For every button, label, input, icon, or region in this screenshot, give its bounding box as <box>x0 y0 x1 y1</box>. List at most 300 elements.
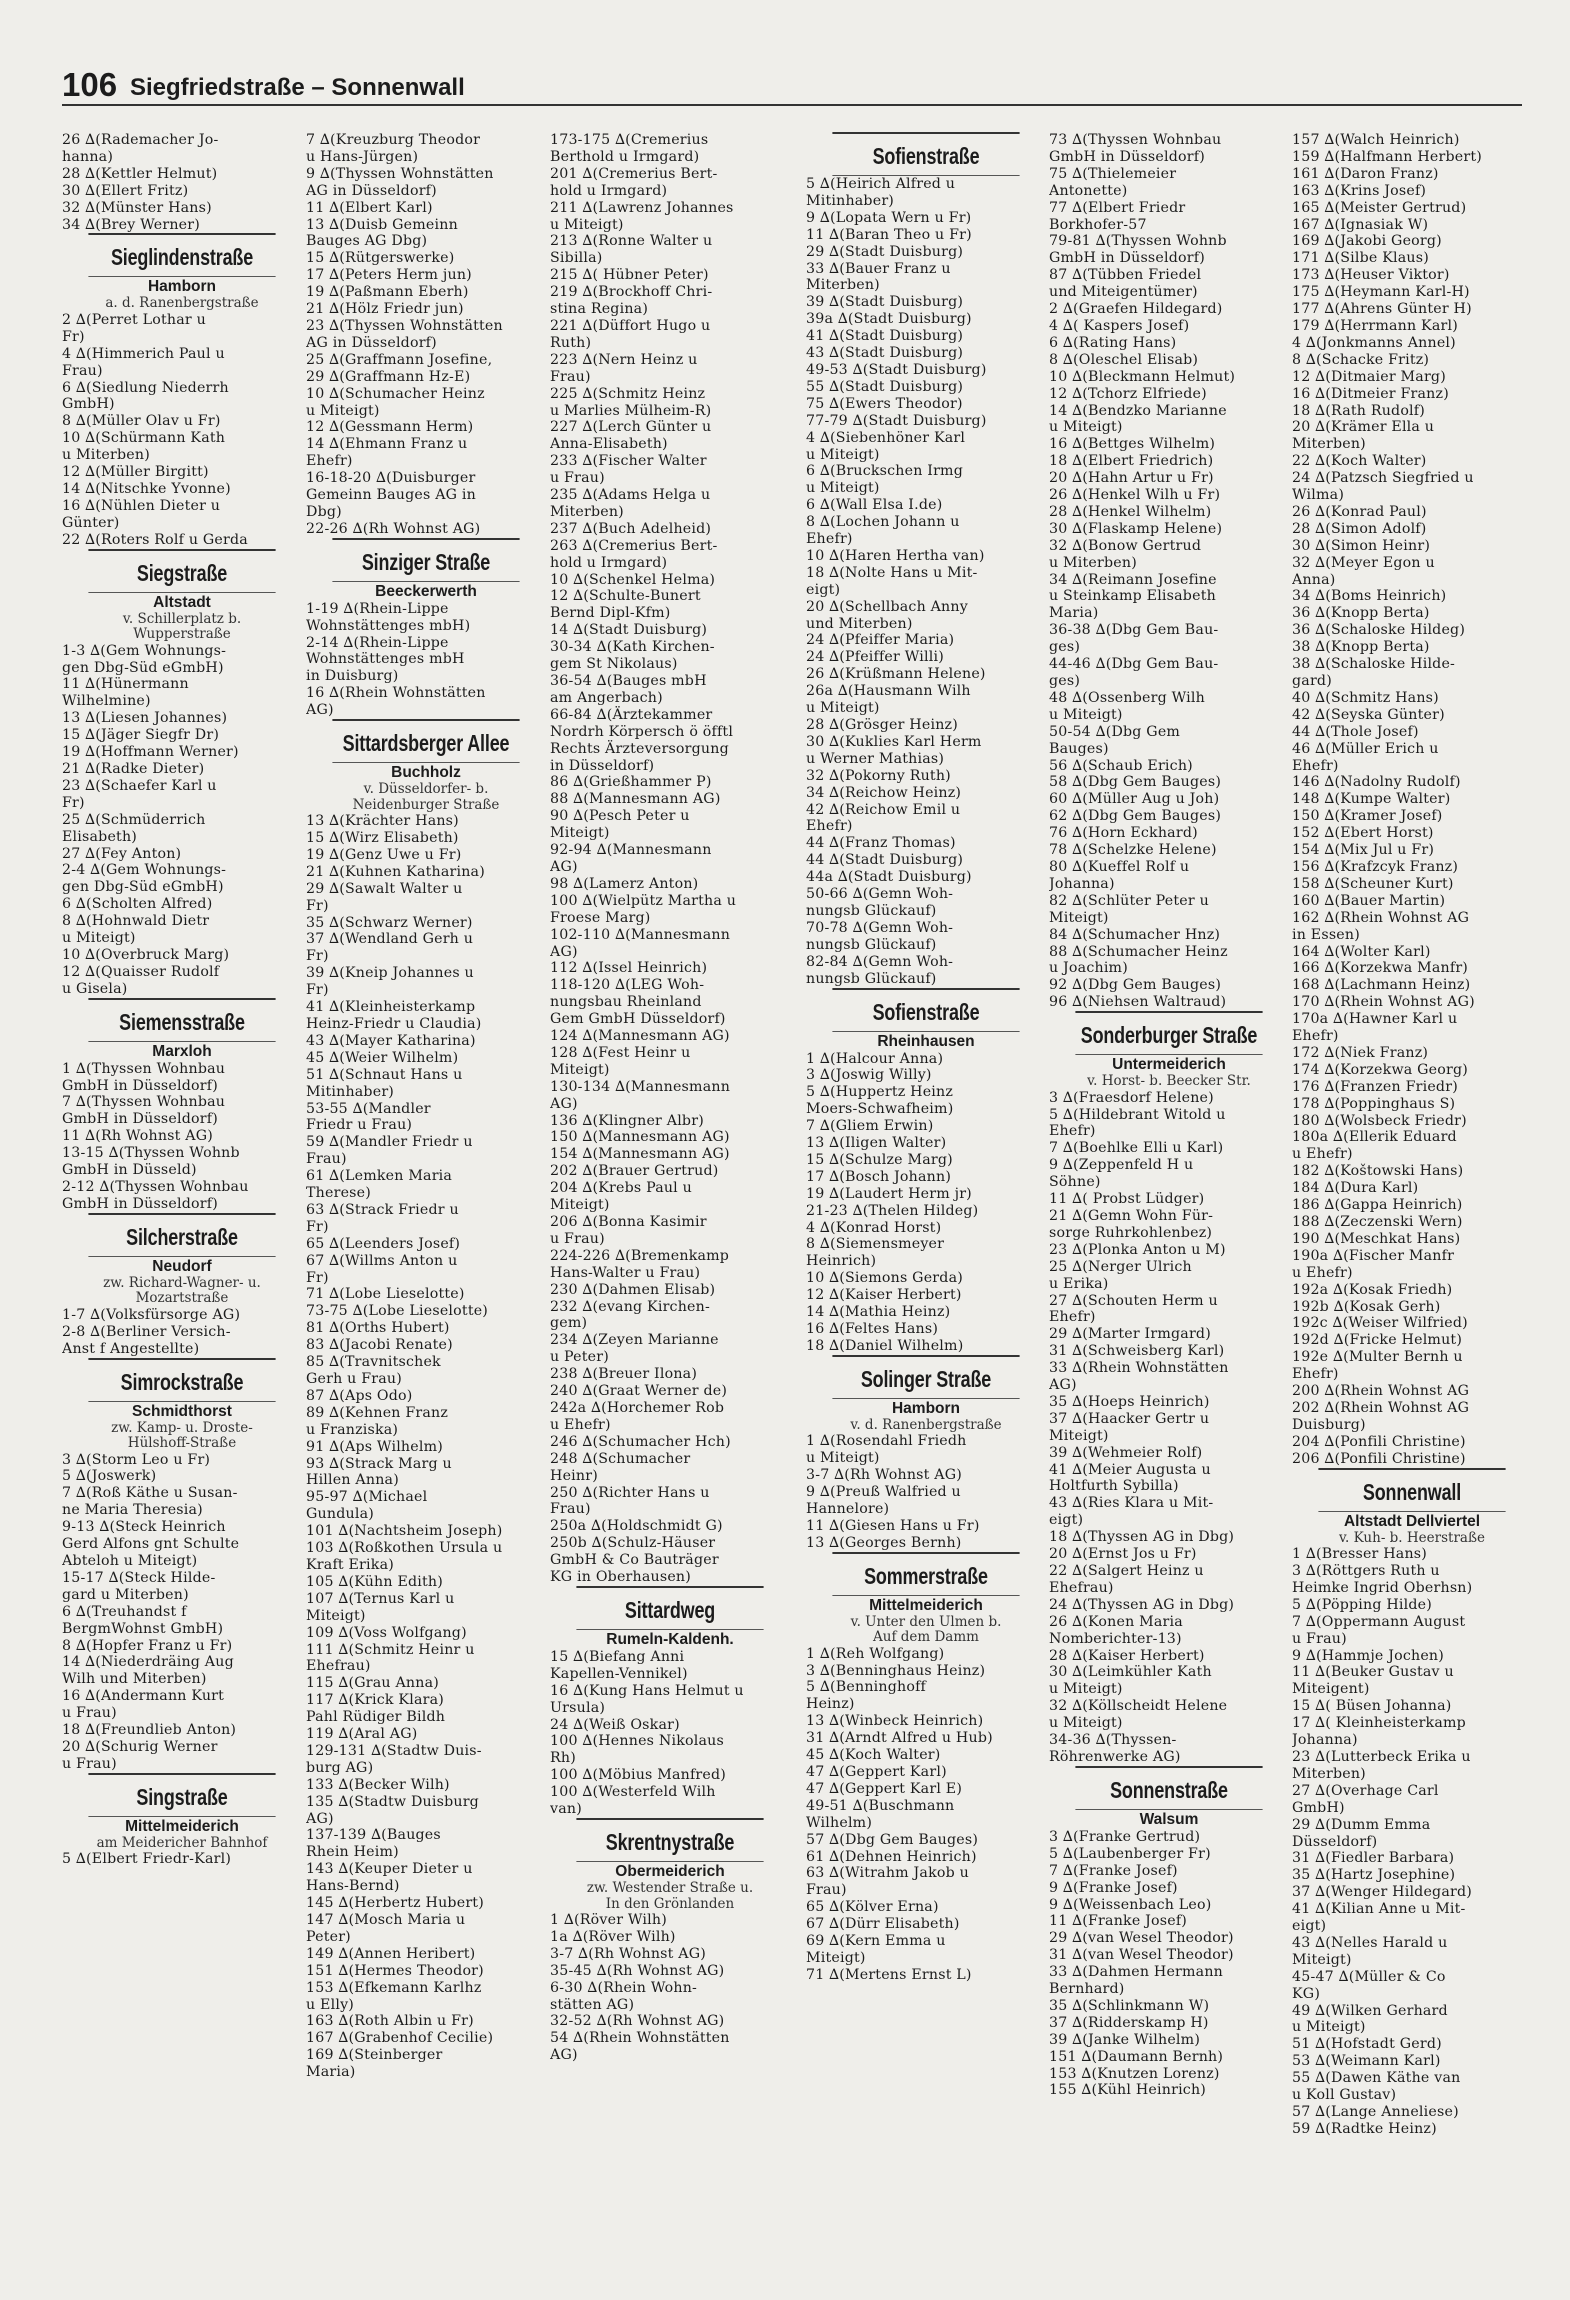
directory-entry: 22-26 ∆(Rh Wohnst AG) <box>306 520 481 537</box>
district-name: Buchholz <box>391 764 461 782</box>
directory-entry: 180 ∆(Wolsbeck Friedr) <box>1292 1112 1467 1129</box>
directory-entry: 17 ∆( Kleinheisterkamp <box>1292 1715 1466 1732</box>
directory-entry: Düsseldorf) <box>1292 1833 1378 1850</box>
directory-entry: u Ehefr) <box>1292 1146 1353 1163</box>
directory-entry: 4 ∆(Jonkmanns Annel) <box>1292 334 1456 351</box>
directory-entry: 82 ∆(Schlüter Peter u <box>1049 892 1209 909</box>
directory-entry: 192e ∆(Multer Bernh u <box>1292 1349 1463 1366</box>
directory-entry: 4 ∆(Himmerich Paul u <box>62 345 225 362</box>
directory-entry: 206 ∆(Bonna Kasimir <box>550 1214 707 1230</box>
directory-entry: 20 ∆(Hahn Artur u Fr) <box>1049 470 1214 487</box>
directory-entry: 204 ∆(Ponfili Christine) <box>1292 1433 1466 1450</box>
directory-entry: 1 ∆(Rosendahl Friedh <box>806 1433 967 1450</box>
directory-entry: Miterben) <box>1292 1765 1366 1782</box>
directory-entry: 39 ∆(Stadt Duisburg) <box>806 294 964 311</box>
directory-entry: 31 ∆(Fiedler Barbara) <box>1292 1850 1455 1867</box>
directory-entry: 177 ∆(Ahrens Günter H) <box>1292 301 1472 318</box>
directory-entry: 167 ∆(Grabenhof Cecilie) <box>306 2030 494 2047</box>
directory-entry: 29 ∆(Sawalt Walter u <box>306 880 463 897</box>
directory-entry: 9 ∆(Thyssen Wohnstätten <box>306 165 494 182</box>
directory-entry: 7 ∆(Boehlke Elli u Karl) <box>1049 1140 1224 1157</box>
directory-entry: 182 ∆(Koštowski Hans) <box>1292 1163 1464 1180</box>
directory-entry: 221 ∆(Düffort Hugo u <box>550 317 711 334</box>
directory-entry: 55 ∆(Stadt Duisburg) <box>806 378 964 395</box>
directory-entry: 89 ∆(Kehnen Franz <box>306 1404 449 1421</box>
directory-entry: 1 ∆(Bresser Hans) <box>1292 1546 1428 1563</box>
directory-entry: 41 ∆(Stadt Duisburg) <box>806 328 964 345</box>
directory-entry: Maria) <box>1049 605 1099 622</box>
directory-entry: 71 ∆(Mertens Ernst L) <box>806 1966 972 1983</box>
directory-entry: AG) <box>550 858 578 875</box>
directory-entry: burg AG) <box>306 1759 374 1776</box>
directory-entry: 43 ∆(Nelles Harald u <box>1292 1934 1448 1951</box>
directory-entry: 42 ∆(Reichow Emil u <box>806 801 961 818</box>
directory-entry: 30 ∆(Simon Heinr) <box>1292 537 1431 554</box>
directory-entry: 160 ∆(Bauer Martin) <box>1292 892 1446 909</box>
directory-entry: 76 ∆(Horn Eckhard) <box>1049 825 1198 842</box>
directory-entry: 143 ∆(Keuper Dieter u <box>306 1861 473 1878</box>
directory-entry: 112 ∆(Issel Heinrich) <box>550 960 708 977</box>
directory-entry: 192b ∆(Kosak Gerh) <box>1292 1298 1441 1315</box>
directory-entry: 18 ∆(Nolte Hans u Mit- <box>806 564 978 581</box>
directory-entry: 3 ∆(Benninghaus Heinz) <box>806 1662 986 1679</box>
directory-entry: 70-78 ∆(Gemn Woh- <box>806 919 954 936</box>
district-name: Altstadt Dellviertel <box>1343 1512 1481 1530</box>
directory-entry: 15 ∆(Rütgerswerke) <box>306 250 455 267</box>
directory-entry: u Marlies Mülheim-R) <box>550 402 712 419</box>
directory-entry: 225 ∆(Schmitz Heinz <box>550 385 706 402</box>
directory-entry: 151 ∆(Daumann Bernh) <box>1049 2048 1224 2065</box>
directory-entry: 48 ∆(Ossenberg Wilh <box>1049 689 1205 706</box>
directory-entry: 87 ∆(Tübben Friedel <box>1049 267 1202 284</box>
directory-entry: 45 ∆(Koch Walter) <box>806 1747 941 1764</box>
street-header: Singstraße <box>88 1773 275 1817</box>
directory-entry: 166 ∆(Korzekwa Manfr) <box>1292 960 1469 977</box>
street-header: Sonderburger Straße <box>1075 1011 1262 1055</box>
directory-entry: 157 ∆(Walch Heinrich) <box>1292 132 1460 148</box>
directory-entry: 32 ∆(Bonow Gertrud <box>1049 537 1202 554</box>
directory-entry: 19 ∆(Genz Uwe u Fr) <box>306 846 462 863</box>
directory-entry: u Miteigt) <box>306 402 380 419</box>
directory-entry: 105 ∆(Kühn Edith) <box>306 1573 443 1590</box>
directory-entry: 73-75 ∆(Lobe Lieselotte) <box>306 1303 489 1320</box>
directory-entry: 6 ∆(Siedlung Niederrh <box>62 379 229 396</box>
directory-entry: 49-53 ∆(Stadt Duisburg) <box>806 361 987 378</box>
directory-entry: 154 ∆(Mannesmann AG) <box>550 1146 730 1163</box>
directory-entry: Peter) <box>306 1928 351 1945</box>
directory-entry: 10 ∆(Haren Hertha van) <box>806 547 985 564</box>
directory-entry: 15-17 ∆(Steck Hilde- <box>62 1569 216 1586</box>
directory-entry: 8 ∆(Hopfer Franz u Fr) <box>62 1637 233 1654</box>
directory-entry: 20 ∆(Schellbach Anny <box>806 598 968 615</box>
directory-entry: GmbH in Düsseld) <box>62 1162 197 1179</box>
directory-entry: 192c ∆(Weiser Wilfried) <box>1292 1315 1468 1332</box>
directory-entry: 2-8 ∆(Berliner Versich- <box>62 1323 231 1340</box>
directory-entry: 163 ∆(Roth Albin u Fr) <box>306 2013 474 2030</box>
directory-entry: 7 ∆(Thyssen Wohnbau <box>62 1094 226 1111</box>
street-range-note: v. Kuh- b. Heerstraße <box>1339 1529 1485 1546</box>
directory-entry: 109 ∆(Voss Wolfgang) <box>306 1624 467 1641</box>
directory-entry: Mitinhaber) <box>306 1083 395 1100</box>
directory-entry: 66-84 ∆(Ärztekammer <box>550 706 713 723</box>
directory-entry: 10 ∆(Overbruck Marg) <box>62 946 230 963</box>
directory-entry: 81 ∆(Orths Hubert) <box>306 1320 450 1337</box>
directory-entry: 18 ∆(Thyssen AG in Dbg) <box>1049 1529 1235 1546</box>
directory-entry: 65 ∆(Leenders Josef) <box>306 1235 461 1252</box>
directory-entry: u Hans-Jürgen) <box>306 148 419 165</box>
directory-entry: Kapellen-Vennikel) <box>550 1665 688 1682</box>
directory-entry: Elisabeth) <box>62 828 138 845</box>
directory-entry: 30-34 ∆(Kath Kirchen- <box>550 639 715 656</box>
directory-entry: Hannelore) <box>806 1500 890 1517</box>
directory-entry: Abteloh u Miteigt) <box>62 1552 198 1569</box>
directory-entry: 13-15 ∆(Thyssen Wohnb <box>62 1145 240 1162</box>
directory-entry: GmbH in Düsseldorf) <box>62 1195 218 1212</box>
directory-entry: 3 ∆(Fraesdorf Helene) <box>1049 1089 1214 1106</box>
directory-entry: 165 ∆(Meister Gertrud) <box>1292 199 1467 216</box>
directory-entry: Hans-Walter u Frau) <box>550 1264 701 1281</box>
directory-entry: 63 ∆(Witrahm Jakob u <box>806 1865 969 1882</box>
directory-entry: Borkhofer-57 <box>1049 216 1147 233</box>
directory-entry: 3-7 ∆(Rh Wohnst AG) <box>550 1945 706 1962</box>
directory-entry: 156 ∆(Krafzcyk Franz) <box>1292 858 1459 875</box>
directory-entry: 39 ∆(Janke Wilhelm) <box>1049 2031 1201 2048</box>
directory-entry: 192d ∆(Fricke Helmut) <box>1292 1332 1463 1349</box>
directory-entry: 170a ∆(Hawner Karl u <box>1292 1011 1458 1028</box>
directory-entry: 12 ∆(Schulte-Bunert <box>550 588 701 605</box>
directory-entry: stina Regina) <box>550 301 649 318</box>
directory-entry: 179 ∆(Herrmann Karl) <box>1292 317 1458 334</box>
directory-entry: 158 ∆(Scheuner Kurt) <box>1292 875 1454 892</box>
directory-entry: 30 ∆(Leimkühler Kath <box>1049 1664 1212 1681</box>
directory-entry: BergmWohnst GmbH) <box>62 1620 224 1637</box>
directory-entry: 88 ∆(Mannesmann AG) <box>550 791 721 808</box>
directory-entry: 223 ∆(Nern Heinz u <box>550 351 698 368</box>
directory-entry: 32 ∆(Köllscheidt Helene <box>1049 1698 1228 1715</box>
directory-entry: 39a ∆(Stadt Duisburg) <box>806 311 972 328</box>
directory-entry: 61 ∆(Lemken Maria <box>306 1168 453 1185</box>
directory-entry: Miteigt) <box>550 1061 610 1078</box>
directory-entry: 36-38 ∆(Dbg Gem Bau- <box>1049 622 1219 639</box>
directory-entry: AG) <box>306 702 334 719</box>
directory-entry: Heimke Ingrid Oberhsn) <box>1292 1579 1473 1596</box>
directory-entry: 26 ∆(Konen Maria <box>1049 1613 1183 1630</box>
directory-entry: 37 ∆(Ridderskamp H) <box>1049 2014 1209 2031</box>
directory-entry: Miteigt) <box>550 1197 610 1214</box>
directory-entry: Frau) <box>806 1882 847 1899</box>
directory-entry: u Miteigt) <box>1049 1715 1123 1732</box>
directory-entry: 227 ∆(Lerch Günter u <box>550 419 712 436</box>
directory-entry: GmbH in Düsseldorf) <box>62 1111 218 1128</box>
street-range-note: Auf dem Damm <box>873 1629 979 1646</box>
directory-entry: Ursula) <box>550 1699 606 1716</box>
directory-entry: Miteigt) <box>1049 909 1109 926</box>
directory-entry: 90 ∆(Pesch Peter u <box>550 808 690 825</box>
directory-entry: 13 ∆(Georges Bernh) <box>806 1534 962 1551</box>
directory-entry: 17 ∆(Peters Herm jun) <box>306 267 472 284</box>
directory-entry: 12 ∆(Kaiser Herbert) <box>806 1287 962 1304</box>
directory-entry: 8 ∆(Lochen Johann u <box>806 514 960 531</box>
directory-entry: in Düsseldorf) <box>550 757 655 774</box>
directory-entry: 96 ∆(Niehsen Waltraud) <box>1049 994 1227 1011</box>
directory-entry: Bernhard) <box>1049 1981 1125 1998</box>
directory-entry: 235 ∆(Adams Helga u <box>550 487 711 504</box>
directory-entry: 19 ∆(Paßmann Eberh) <box>306 284 469 301</box>
directory-entry: u Joachim) <box>1049 960 1128 977</box>
directory-entry: 29 ∆(Graffmann Hz-E) <box>306 368 471 385</box>
directory-entry: 51 ∆(Hofstadt Gerd) <box>1292 2036 1442 2053</box>
directory-entry: 67 ∆(Dürr Elisabeth) <box>806 1916 960 1933</box>
directory-entry: u Miteigt) <box>1049 1681 1123 1698</box>
directory-entry: gen Dbg-Süd eGmbH) <box>62 659 224 676</box>
directory-entry: 8 ∆(Siemensmeyer <box>806 1236 945 1253</box>
directory-entry: 13 ∆(Iligen Walter) <box>806 1135 947 1152</box>
directory-entry: u Frau) <box>1292 1630 1347 1647</box>
directory-entry: 33 ∆(Bauer Franz u <box>806 260 951 277</box>
directory-entry: Günter) <box>62 514 120 531</box>
directory-entry: 26 ∆(Henkel Wilh u Fr) <box>1049 487 1221 504</box>
directory-entry: gard u Miterben) <box>62 1586 189 1603</box>
directory-entry: 9-13 ∆(Steck Heinrich <box>62 1519 226 1536</box>
directory-entry: 11 ∆(Giesen Hans u Fr) <box>806 1517 980 1534</box>
directory-entry: u Werner Mathias) <box>806 750 945 767</box>
directory-entry: Ehefr) <box>1292 757 1339 774</box>
directory-entry: 92 ∆(Dbg Gem Bauges) <box>1049 977 1222 994</box>
directory-entry: u Peter) <box>550 1349 609 1366</box>
directory-entry: 119 ∆(Aral AG) <box>306 1726 418 1743</box>
street-header: Sofienstraße <box>832 132 1019 176</box>
directory-entry: 24 ∆(Thyssen AG in Dbg) <box>1049 1596 1235 1613</box>
directory-entry: 85 ∆(Travnitschek <box>306 1354 441 1371</box>
directory-entry: 5 ∆(Heirich Alfred u <box>806 176 956 192</box>
directory-entry: 11 ∆( Probst Lüdger) <box>1049 1191 1205 1208</box>
directory-entry: 56 ∆(Schaub Erich) <box>1049 757 1193 774</box>
street-header: Sofienstraße <box>832 988 1019 1032</box>
directory-entry: am Angerbach) <box>550 689 663 706</box>
directory-entry: 9 ∆(Preuß Walfried u <box>806 1484 961 1501</box>
directory-entry: 163 ∆(Krins Josef) <box>1292 182 1427 199</box>
directory-entry: 36 ∆(Schaloske Hildeg) <box>1292 622 1466 639</box>
directory-entry: 37 ∆(Haacker Gertr u <box>1049 1410 1210 1427</box>
directory-entry: 186 ∆(Gappa Heinrich) <box>1292 1197 1463 1214</box>
column-5 <box>1049 132 1289 2262</box>
directory-entry: 145 ∆(Herbertz Hubert) <box>306 1895 484 1912</box>
directory-entry: u Frau) <box>550 470 605 487</box>
directory-entry: Duisburg) <box>1292 1416 1366 1433</box>
directory-entry: 15 ∆(Wirz Elisabeth) <box>306 830 459 846</box>
directory-entry: Ehefr) <box>1292 1028 1339 1045</box>
street-header: Siemensstraße <box>88 998 275 1042</box>
directory-entry: 31 ∆(Schweisberg Karl) <box>1049 1343 1225 1360</box>
directory-entry: 47 ∆(Geppert Karl) <box>806 1764 947 1780</box>
street-header: Sommerstraße <box>832 1552 1019 1596</box>
directory-entry: 9 ∆(Zeppenfeld H u <box>1049 1157 1194 1174</box>
directory-entry: 188 ∆(Zeczenski Wern) <box>1292 1214 1463 1230</box>
directory-entry: u Franziska) <box>306 1421 399 1438</box>
directory-entry: 20 ∆(Ernst Jos u Fr) <box>1049 1546 1197 1563</box>
column-3 <box>550 132 790 2262</box>
directory-entry: 34 ∆(Reichow Heinz) <box>806 784 962 801</box>
directory-entry: 35 ∆(Hoeps Heinrich) <box>1049 1393 1210 1410</box>
directory-entry: 237 ∆(Buch Adelheid) <box>550 520 712 537</box>
directory-entry: 5 ∆(Laubenberger Fr) <box>1049 1845 1211 1862</box>
district-name: Rheinhausen <box>877 1032 975 1050</box>
directory-entry: u Miterben) <box>1049 554 1137 571</box>
directory-entry: Miterben) <box>806 277 880 294</box>
directory-entry: 34 ∆(Brey Werner) <box>62 216 200 233</box>
directory-entry: stätten AG) <box>550 1996 635 2013</box>
directory-entry: in Essen) <box>1292 926 1360 943</box>
directory-entry: 2-12 ∆(Thyssen Wohnbau <box>62 1179 249 1195</box>
directory-entry: Ehefrau) <box>1049 1579 1114 1596</box>
directory-entry: Miteigt) <box>1292 1951 1352 1968</box>
directory-entry: 57 ∆(Dbg Gem Bauges) <box>806 1831 979 1848</box>
directory-entry: 38 ∆(Knopp Berta) <box>1292 639 1430 656</box>
directory-entry: Dbg) <box>306 503 342 520</box>
directory-entry: Wilhelm) <box>806 1814 873 1831</box>
directory-entry: 117 ∆(Krick Klara) <box>306 1692 444 1709</box>
directory-entry: AG in Düsseldorf) <box>306 334 437 351</box>
directory-entry: 43 ∆(Mayer Katharina) <box>306 1032 476 1049</box>
directory-entry: 32 ∆(Meyer Egon u <box>1292 554 1435 571</box>
directory-entry: Sibilla) <box>550 250 603 267</box>
directory-entry: 35 ∆(Schlinkmann W) <box>1049 1997 1210 2014</box>
directory-entry: Friedr u Frau) <box>306 1117 413 1134</box>
directory-entry: 88 ∆(Schumacher Heinz <box>1049 943 1228 960</box>
directory-entry: 133 ∆(Becker Wilh) <box>306 1776 450 1793</box>
directory-entry: 128 ∆(Fest Heinr u <box>550 1044 691 1061</box>
directory-entry: 6 ∆(Scholten Alfred) <box>62 896 213 913</box>
directory-entry: 1-3 ∆(Gem Wohnungs- <box>62 642 227 659</box>
directory-entry: nungsb Glückauf) <box>806 902 937 919</box>
directory-entry: 78 ∆(Schelzke Helene) <box>1049 842 1217 859</box>
directory-entry: 23 ∆(Lutterbeck Erika u <box>1292 1748 1471 1765</box>
directory-entry: 8 ∆(Müller Olav u Fr) <box>62 413 221 430</box>
directory-entry: Ehefr) <box>306 453 353 470</box>
directory-entry: Berthold u Irmgard) <box>550 148 700 165</box>
directory-entry: AG) <box>306 1810 334 1827</box>
directory-entry: u Frau) <box>550 1230 605 1247</box>
directory-entry: 20 ∆(Schurig Werner <box>62 1738 218 1755</box>
district-name: Mittelmeiderich <box>125 1817 239 1835</box>
directory-entry: 2 ∆(Perret Lothar u <box>62 311 206 328</box>
directory-entry: 58 ∆(Dbg Gem Bauges) <box>1049 774 1222 791</box>
directory-entry: Ehefr) <box>1292 1366 1339 1383</box>
directory-entry: 172 ∆(Niek Franz) <box>1292 1044 1429 1061</box>
directory-entry: 29 ∆(Dumm Emma <box>1292 1816 1431 1833</box>
directory-entry: 13 ∆(Duisb Gemeinn <box>306 216 458 233</box>
directory-entry: 29 ∆(Marter Irmgard) <box>1049 1326 1211 1343</box>
directory-entry: 10 ∆(Schumacher Heinz <box>306 385 485 402</box>
directory-entry: Frau) <box>62 362 103 379</box>
directory-entry: 150 ∆(Mannesmann AG) <box>550 1129 730 1146</box>
directory-entry: 101 ∆(Nachtsheim Joseph) <box>306 1523 503 1540</box>
directory-entry: 29 ∆(Stadt Duisburg) <box>806 243 964 260</box>
directory-entry: 230 ∆(Dahmen Elisab) <box>550 1281 716 1298</box>
street-range-note: zw. Kamp- u. Droste- <box>111 1419 253 1436</box>
directory-entry: Maria) <box>306 2064 356 2081</box>
directory-entry: Ehefr) <box>1049 1309 1096 1326</box>
directory-entry: 21 ∆(Gemn Wohn Für- <box>1049 1207 1214 1224</box>
street-header: Sieglindenstraße <box>88 233 275 277</box>
directory-entry: 29 ∆(van Wesel Theodor) <box>1049 1930 1234 1947</box>
directory-entry: 4 ∆(Konrad Horst) <box>806 1219 942 1236</box>
directory-entry: 178 ∆(Poppinghaus S) <box>1292 1095 1456 1112</box>
directory-entry: 153 ∆(Knutzen Lorenz) <box>1049 2065 1220 2082</box>
directory-entry: Bauges) <box>1049 740 1109 757</box>
directory-entry: 8 ∆(Schacke Fritz) <box>1292 351 1430 368</box>
directory-entry: AG) <box>1049 1377 1077 1394</box>
directory-entry: 24 ∆(Weiß Oskar) <box>550 1716 680 1733</box>
directory-entry: 7 ∆(Roß Käthe u Susan- <box>62 1485 238 1502</box>
directory-entry: 32 ∆(Pokorny Ruth) <box>806 767 951 784</box>
directory-entry: 190a ∆(Fischer Manfr <box>1292 1247 1455 1264</box>
directory-entry: 24 ∆(Pfeiffer Willi) <box>806 649 944 666</box>
directory-entry: 8 ∆(Hohnwald Dietr <box>62 913 210 930</box>
directory-entry: 16 ∆(Nühlen Dieter u <box>62 497 221 514</box>
directory-entry: GmbH) <box>1292 1799 1345 1816</box>
directory-entry: 79-81 ∆(Thyssen Wohnb <box>1049 233 1227 250</box>
directory-entry: 31 ∆(Arndt Alfred u Hub) <box>806 1730 993 1747</box>
directory-entry: 7 ∆(Kreuzburg Theodor <box>306 132 481 148</box>
directory-entry: 75 ∆(Thielemeier <box>1049 165 1177 182</box>
directory-entry: nungsbau Rheinland <box>550 994 702 1011</box>
directory-entry: 4 ∆(Siebenhöner Karl <box>806 429 966 446</box>
directory-entry: 41 ∆(Kleinheisterkamp <box>306 999 476 1016</box>
directory-entry: 173 ∆(Heuser Viktor) <box>1292 267 1450 284</box>
directory-entry: Anna-Elisabeth) <box>550 436 668 453</box>
directory-entry: 46 ∆(Müller Erich u <box>1292 740 1439 757</box>
directory-entry: 11 ∆(Baran Theo u Fr) <box>806 226 972 243</box>
directory-entry: 16 ∆(Andermann Kurt <box>62 1688 225 1705</box>
directory-entry: 135 ∆(Stadtw Duisburg <box>306 1793 479 1810</box>
directory-entry: 1-7 ∆(Volksfürsorge AG) <box>62 1306 241 1323</box>
directory-entry: 16 ∆(Feltes Hans) <box>806 1321 939 1337</box>
directory-entry: 175 ∆(Heymann Karl-H) <box>1292 284 1470 301</box>
directory-entry: 164 ∆(Wolter Karl) <box>1292 943 1431 960</box>
directory-entry: 16 ∆(Kung Hans Helmut u <box>550 1682 744 1699</box>
directory-entry: 44 ∆(Stadt Duisburg) <box>806 852 964 869</box>
directory-entry: 27 ∆(Schouten Herm u <box>1049 1292 1218 1309</box>
district-name: Walsum <box>1139 1810 1199 1828</box>
page-number: 106 <box>62 66 118 103</box>
district-name: Marxloh <box>152 1042 212 1060</box>
directory-entry: 233 ∆(Fischer Walter <box>550 453 707 470</box>
directory-entry: 213 ∆(Ronne Walter u <box>550 233 713 250</box>
directory-entry: 100 ∆(Möbius Manfred) <box>550 1767 727 1784</box>
directory-entry: u Gisela) <box>62 980 128 997</box>
directory-entry: 167 ∆(Ignasiak W) <box>1292 216 1429 233</box>
directory-entry: Söhne) <box>1049 1174 1101 1191</box>
district-name: Beeckerwerth <box>375 582 477 600</box>
directory-entry: 184 ∆(Dura Karl) <box>1292 1180 1419 1197</box>
directory-entry: 16-18-20 ∆(Duisburger <box>306 470 476 487</box>
directory-entry: 33 ∆(Rhein Wohnstätten <box>1049 1360 1229 1377</box>
directory-entry: 43 ∆(Ries Klara u Mit- <box>1049 1495 1214 1512</box>
directory-entry: 27 ∆(Fey Anton) <box>62 845 182 862</box>
directory-entry: Miterben) <box>1292 436 1366 453</box>
directory-entry: 45 ∆(Weier Wilhelm) <box>306 1049 459 1066</box>
directory-entry: u Miterben) <box>62 447 150 464</box>
directory-entry: u Koll Gustav) <box>1292 2087 1397 2104</box>
directory-entry: 204 ∆(Krebs Paul u <box>550 1180 692 1197</box>
directory-entry: 7 ∆(Gliem Erwin) <box>806 1118 934 1135</box>
directory-entry: 31 ∆(van Wesel Theodor) <box>1049 1947 1234 1964</box>
directory-entry: 154 ∆(Mix Jul u Fr) <box>1292 842 1435 859</box>
directory-entry: AG) <box>550 943 578 960</box>
directory-entry: nungsb Glückauf) <box>806 936 937 953</box>
directory-entry: 14 ∆(Mathia Heinz) <box>806 1304 951 1321</box>
